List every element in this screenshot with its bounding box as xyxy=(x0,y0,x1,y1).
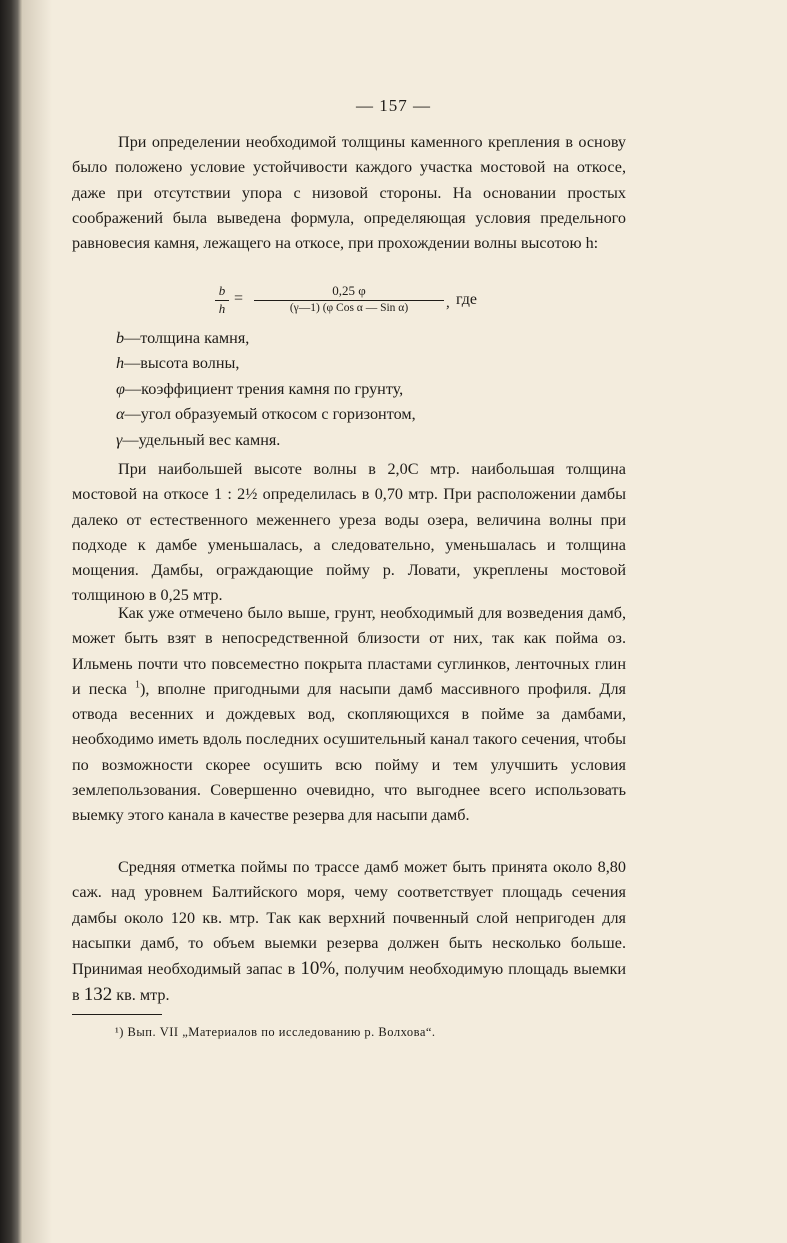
formula-left-denominator: h xyxy=(218,301,226,316)
page-number: — 157 — xyxy=(356,96,431,115)
definition-row xyxy=(116,402,616,427)
definition-symbol: φ xyxy=(116,379,125,398)
definition-text: —угол образуемый откосом с горизонтом, xyxy=(124,405,416,424)
paragraph-4-text xyxy=(72,855,626,1009)
definition-symbol: h xyxy=(116,354,125,373)
formula-right-denominator: (γ—1) (φ Cos α — Sin α) xyxy=(289,302,409,314)
symbol-definitions xyxy=(116,326,616,453)
definition-text: —удельный вес камня. xyxy=(122,430,281,449)
reserve-percent: 10% xyxy=(300,958,336,980)
definition-text: —высота волны, xyxy=(124,354,240,373)
definition-symbol: γ xyxy=(116,430,123,449)
formula-comma: , xyxy=(446,295,450,311)
definition-text: —толщина камня, xyxy=(124,329,250,347)
footnote-marker: ¹) xyxy=(115,1025,124,1039)
definition-row xyxy=(116,377,616,402)
paragraph-2 xyxy=(72,457,626,609)
definition-symbol: α xyxy=(116,405,125,424)
fraction-bar xyxy=(254,300,444,301)
paragraph-3-part-b: ), вполне пригодными для насыпи дамб массивного профиля. Для отвода весенних и дождевых вод, скопляющихся в пойме за дамбами, необходимо иметь вдоль последних осушительный канал такого сечения, чтобы по возможности скорее осушить всю пойму и тем улучшить условия землепользования. Совершенно очевидно, что выгоднее всего использовать выемку этого канала в качестве резерва для насыпи дамб. xyxy=(72,679,626,825)
formula-suffix: где xyxy=(456,291,478,308)
paragraph-1 xyxy=(72,130,626,256)
stability-formula xyxy=(215,283,515,323)
paragraph-4-part-a: Средняя отметка поймы по трассе дамб может быть принята около 8,80 саж. над уровнем Балтийского моря, чему соответствует площадь сечения дамбы около 120 кв. мтр. Так как верхний почвенный слой непригоден для насыпки дамб, то объем выемки резерва должен быть несколько больше. Принимая необходимый запас в xyxy=(72,858,626,979)
book-binding-edge xyxy=(0,0,22,1243)
paragraph-2-text: При наибольшей высоте волны в 2,0С мтр. наибольшая толщина мостовой на откосе 1 : 2½ определилась в 0,70 мтр. При расположении дамбы далеко от естественного меженнего уреза воды озера, величина волны при подходе к дамбе уменьшалась, а следовательно, уменьшалась и толщина мощения. Дамбы, ограждающие пойму р. Ловати, укреплены мостовой толщиною в 0,25 мтр. xyxy=(72,460,626,605)
definition-row xyxy=(116,326,616,351)
paragraph-1-text: При определении необходимой толщины каменного крепления в основу было положено условие устойчивости каждого участка мостовой на откосе, даже при отсутствии упора с низовой стороны. На основании простых соображений была выведена формула, определяющая условия предельного равновесия камня, лежащего на откосе, при прохождении волны высотою h: xyxy=(72,133,626,253)
footnote xyxy=(115,1025,635,1040)
paragraph-3-text xyxy=(72,601,626,829)
paragraph-3-part-a: Как уже отмечено было выше, грунт, необходимый для возведения дамб, может быть взят в непосредственной близости от них, так как пойма оз. Ильмень почти что повсеместно покрыта пластами суглинков, ленточных глин и песка xyxy=(72,604,626,698)
definition-symbol: b xyxy=(116,329,125,347)
paragraph-4-part-b: , получим необходимую площадь выемки в xyxy=(72,960,626,1005)
footnote-divider xyxy=(72,1014,162,1015)
formula-equals: = xyxy=(234,290,244,307)
definition-row xyxy=(116,351,616,376)
paragraph-4-part-c: кв. мтр. xyxy=(112,986,170,1005)
gutter-shadow xyxy=(22,0,52,1243)
formula-right-numerator: 0,25 φ xyxy=(332,283,366,298)
definition-text: —коэффициент трения камня по грунту, xyxy=(124,379,404,398)
paragraph-3 xyxy=(72,601,626,829)
paragraph-4 xyxy=(72,855,626,1009)
definition-row xyxy=(116,428,616,453)
footnote-text: Вып. VII „Материалов по исследованию р. Волхова“. xyxy=(127,1025,436,1039)
footnote-reference: 1 xyxy=(135,679,140,691)
formula-left-numerator: b xyxy=(218,283,226,298)
excavation-area: 132 xyxy=(83,984,113,1006)
